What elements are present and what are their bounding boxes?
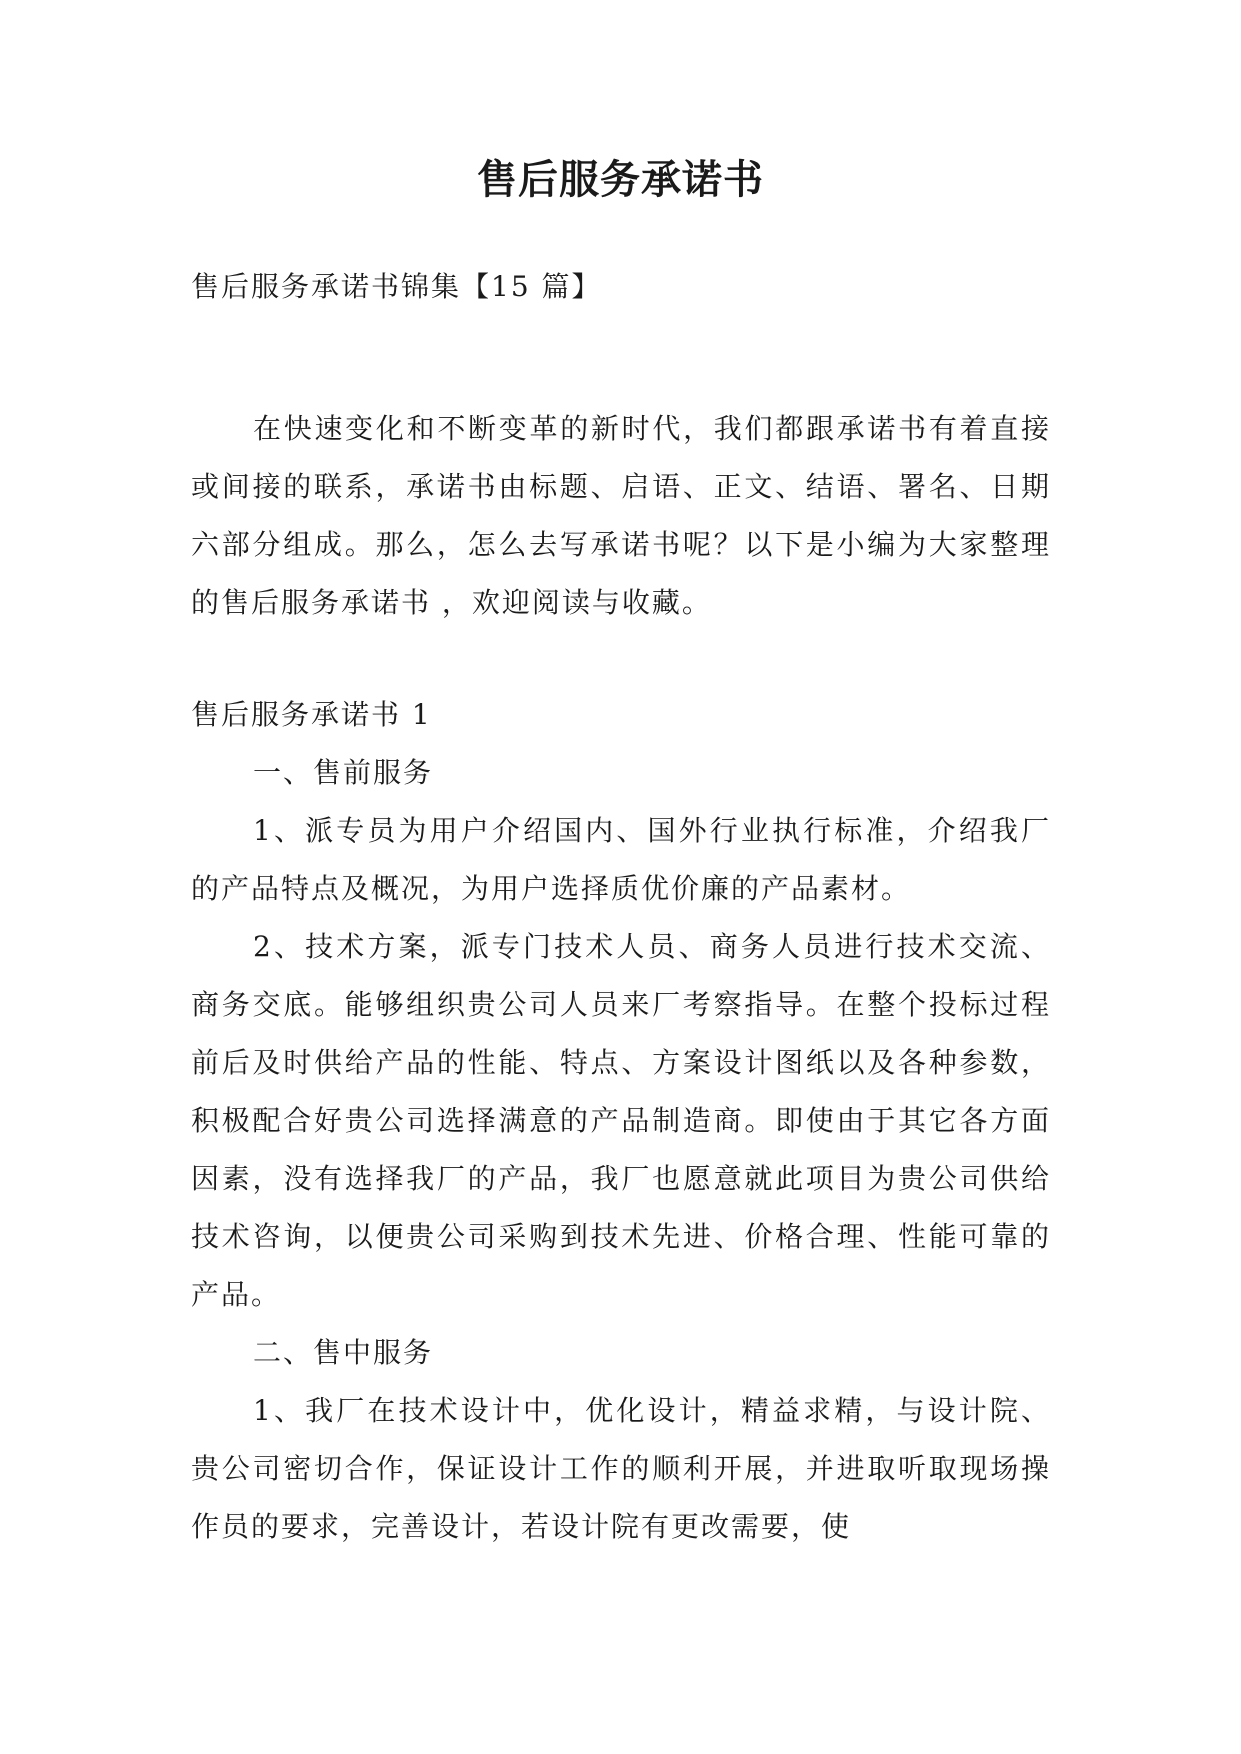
presale-paragraph-1: 1、派专员为用户介绍国内、国外行业执行标准，介绍我厂的产品特点及概况，为用户选择质优价廉的产品素材。 bbox=[191, 814, 1051, 905]
section-heading: 售后服务承诺书 1 bbox=[191, 698, 432, 731]
intro-paragraph: 在快速变化和不断变革的新时代，我们都跟承诺书有着直接或间接的联系，承诺书由标题、启语、正文、结语、署名、日期六部分组成。那么，怎么去写承诺书呢？以下是小编为大家整理的售后服务承诺书 ，欢迎阅读与收藏。 bbox=[191, 412, 1051, 619]
presale-heading: 一、售前服务 bbox=[253, 756, 434, 789]
insale-paragraph-1: 1、我厂在技术设计中，优化设计，精益求精，与设计院、贵公司密切合作，保证设计工作的顺利开展，并进取听取现场操作员的要求，完善设计，若设计院有更改需要，使 bbox=[191, 1394, 1051, 1543]
document-subtitle: 售后服务承诺书锦集【15 篇】 bbox=[191, 270, 602, 303]
commitment-section-1 bbox=[191, 686, 1051, 1556]
presale-paragraph-2: 2、技术方案，派专门技术人员、商务人员进行技术交流、商务交底。能够组织贵公司人员来厂考察指导。在整个投标过程前后及时供给产品的性能、特点、方案设计图纸以及各种参数，积极配合好贵公司选择满意的产品制造商。即使由于其它各方面因素，没有选择我厂的产品，我厂也愿意就此项目为贵公司供给技术咨询，以便贵公司采购到技术先进、价格合理、性能可靠的产品。 bbox=[191, 930, 1051, 1311]
insale-heading: 二、售中服务 bbox=[253, 1336, 434, 1369]
document-title: 售后服务承诺书 bbox=[477, 157, 764, 203]
intro-section bbox=[191, 400, 1051, 632]
